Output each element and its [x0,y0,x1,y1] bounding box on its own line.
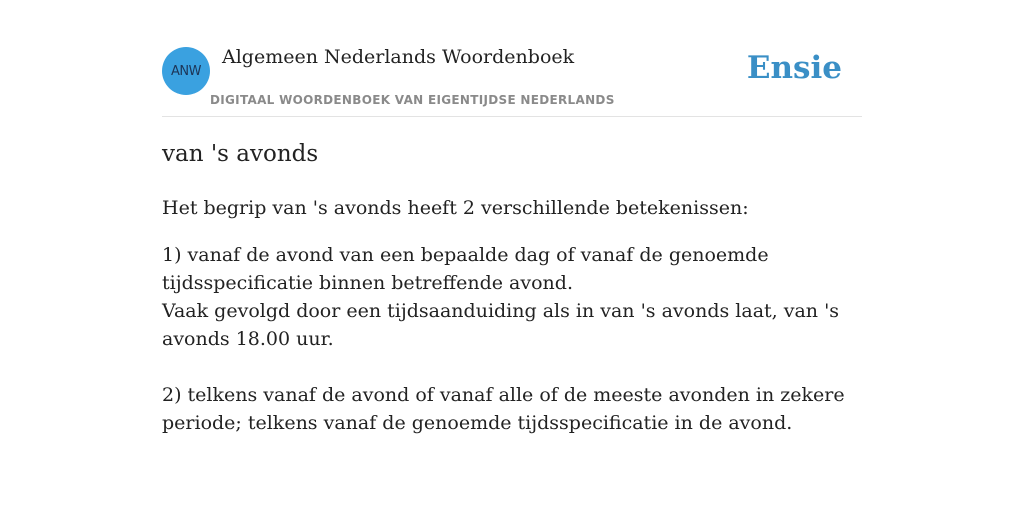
site-title[interactable]: Algemeen Nederlands Woordenboek [222,46,575,68]
meaning-2: 2) telkens vanaf de avond of vanaf alle of de meeste avonden in zekere periode; telkens vanaf de genoemde tijdsspecificatie in de avond. [162,384,845,434]
meaning-1-usage-note: Vaak gevolgd door een tijdsaanduiding als in van 's avonds laat, van 's avonds 18.00 uur. [162,300,840,350]
entry-content [162,136,862,437]
meaning-1 [162,241,862,353]
logo-text: ANW [171,63,201,79]
site-subtitle: DIGITAAL WOORDENBOEK VAN EIGENTIJDSE NEDERLANDS [210,93,615,107]
ensie-brand-logo[interactable]: Ensie [746,50,842,86]
meaning-spacer [162,353,862,381]
site-header [162,40,862,117]
anw-logo[interactable] [162,47,210,95]
entry-headword: van 's avonds [162,141,319,167]
meaning-1-definition: 1) vanaf de avond van een bepaalde dag of vanaf de genoemde tijdsspecificatie binnen betreffende avond. [162,244,769,294]
entry-intro: Het begrip van 's avonds heeft 2 verschillende betekenissen: [162,197,749,219]
